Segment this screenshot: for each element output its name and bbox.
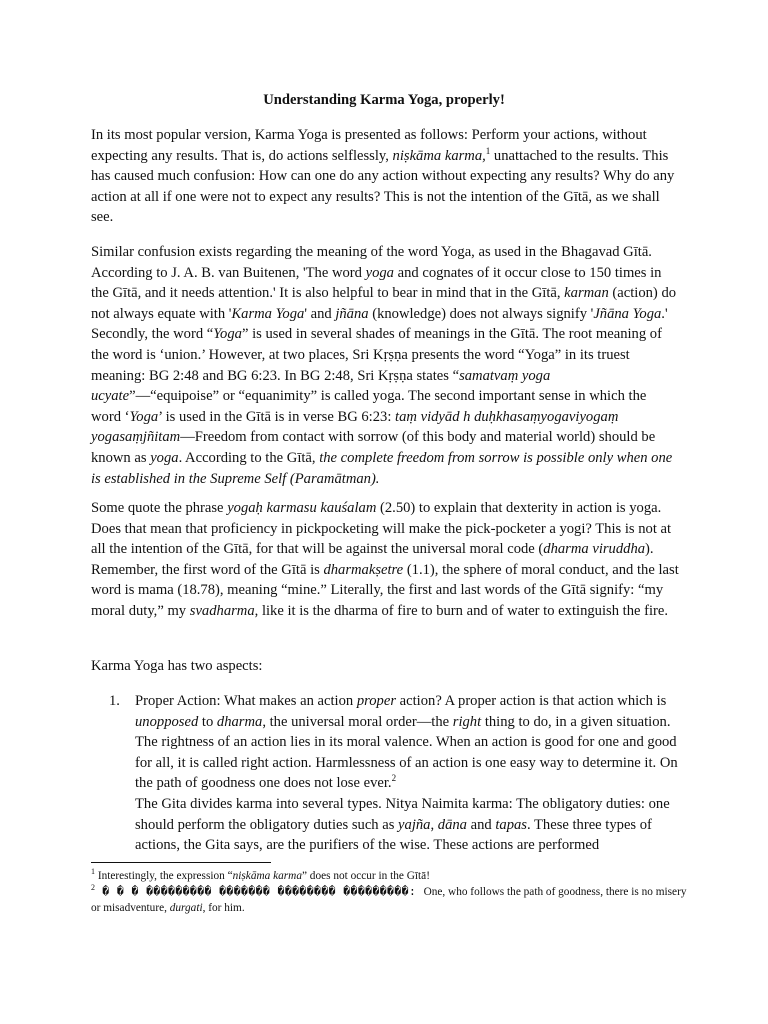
text-run: ,: [430, 816, 438, 833]
text-run: (knowledge) does not always signify ': [368, 305, 594, 322]
italic-term: durgati: [169, 902, 203, 914]
text-run: (1.1), the sphere of moral conduct, and the last word is mama (18.78), meaning “mine.” Literally, the first and last words of the Gītā signify: “my moral duty,” my: [91, 561, 679, 619]
text-run: ” is used in several shades of meanings in the Gītā. The root meaning of the word is ‘union.’ However, at two places, Sri Kṛṣṇa presents the word “Yoga” in its truest meaning: BG 2:48 and BG 6:23. In BG 2:48, Sri Kṛṣṇa states “: [91, 326, 662, 384]
footnote-1: [91, 868, 691, 884]
text-run: ”—“equipoise” or “equanimity” is called yoga. The second important sense in which the word ‘: [91, 388, 647, 425]
text-run: In its most popular version, Karma Yoga is presented as follows: Perform your actions, without expecting any results. That is, do actions selflessly,: [91, 127, 647, 164]
italic-term: jñāna: [335, 305, 369, 322]
text-run: , like it is the dharma of fire to burn and of water to extinguish the fire.: [254, 602, 669, 619]
footnote-marker: 1: [91, 867, 95, 877]
footnote-ref-2[interactable]: 2: [391, 773, 397, 784]
text-run: ). Remember, the first word of the Gītā is: [91, 541, 654, 578]
text-run: . These three types of actions, the Gita says, are the purifiers of the wise. These actions are performed: [135, 816, 652, 854]
text-run: and cognates of it occur close to 150 times in the Gītā, and it needs attention.' It is also helpful to bear in mind that in the Gītā,: [91, 264, 662, 302]
devanagari-verse: � � � ��������� ������� �������� ���������:: [95, 885, 424, 898]
italic-term: dharmakṣetre: [323, 561, 404, 578]
footnote-2: [91, 884, 691, 916]
italic-term: dharma: [216, 713, 263, 730]
text-run: .' Secondly, the word “: [91, 305, 668, 343]
italic-term: Yoga: [129, 408, 159, 425]
italic-term: the complete freedom from sorrow is possible only when one is established in the Supreme Self (Paramātman).: [91, 449, 673, 487]
italic-term: Jñāna Yoga: [593, 305, 662, 322]
italic-term: samatvaṃ yoga ucyate: [91, 367, 551, 405]
text-run: , the universal moral order—the: [262, 713, 453, 730]
italic-term: taṃ vidyād h duḥkhasaṃyogaviyogaṃ yogasaṃjñitam: [91, 408, 619, 446]
text-run: (2.50) to explain that dexterity in action is yoga. Does that mean that proficiency in pickpocketing will make the pick-pocketer a yogi? This is not at all the intention of the Gītā, for that will be against the universal moral code (: [91, 500, 672, 558]
text-run: to: [198, 713, 217, 730]
italic-term: right: [452, 713, 482, 730]
italic-term: proper: [356, 693, 397, 709]
list-number: 1.: [109, 693, 120, 709]
sanskrit-term: niṣkāma karma,: [392, 147, 486, 164]
text-run: One, who follows the path of goodness, there is no misery or misadventure,: [91, 886, 687, 914]
italic-term: Yoga: [213, 326, 242, 343]
italic-term: svadharma: [189, 602, 255, 619]
italic-term: unopposed: [135, 713, 199, 730]
footnote-ref-1[interactable]: 1: [485, 145, 491, 156]
italic-term: yoga: [365, 264, 394, 281]
text-run: Some quote the phrase: [91, 500, 228, 516]
text-run: Similar confusion exists regarding the meaning of the word Yoga, as used in the Bhagavad Gītā. According to J. A. B. van Buitenen, 'The word: [91, 244, 652, 281]
paragraph-meaning-of-yoga: [91, 242, 679, 489]
italic-term: karman: [564, 285, 609, 302]
page-title: Understanding Karma Yoga, properly!: [263, 92, 505, 108]
text-run: ' and: [304, 305, 336, 322]
text-run: ” does not occur in the Gītā!: [301, 870, 430, 882]
paragraph-intro: [91, 125, 679, 228]
text-run: thing to do, in a given situation. The rightness of an action lies in its moral valence. When an action is good for one and good for all, it is called right action. Harmlessness of an action is one easy way to determine it. On the path of goodness one does not lose ever.: [135, 713, 678, 792]
text-run: (action) do not always equate with ': [91, 285, 677, 322]
text-run: unattached to the results. This has caused much confusion: How can one do any action without expecting any results? Why do any action at all if one were not to expect any results? This is not the intention of the Gītā, as we shall see.: [91, 147, 675, 226]
italic-term: yoga: [150, 449, 179, 466]
paragraph-dexterity: [91, 498, 679, 622]
aspects-list: [91, 691, 679, 856]
text-run: . According to the Gītā,: [178, 449, 320, 466]
italic-term: Karma Yoga: [231, 305, 305, 322]
list-item: [91, 691, 679, 856]
italic-term: yogaḥ karmasu kauśalam: [227, 500, 377, 516]
text-run: and: [466, 816, 496, 833]
footnotes: [91, 868, 691, 916]
italic-term: tapas: [495, 816, 527, 833]
text-run: Proper Action: What makes an action: [135, 693, 357, 709]
text-run: action? A proper action is that action which is: [396, 693, 667, 709]
text-run: , for him.: [202, 902, 245, 914]
footnote-divider: [91, 862, 271, 863]
text-run: —Freedom from contact with sorrow (of this body and material world) should be known as: [91, 429, 656, 466]
text-run: Interestingly, the expression “: [95, 870, 233, 882]
footnote-marker: 2: [91, 883, 95, 893]
italic-term: niṣkāma karma: [232, 870, 302, 882]
text-run: ’ is used in the Gītā is in verse BG 6:23:: [158, 408, 396, 425]
paragraph-two-aspects: Karma Yoga has two aspects:: [91, 658, 263, 674]
italic-term: dāna: [437, 816, 467, 833]
text-run: The Gita divides karma into several types. Nitya Naimita karma: The obligatory duties: one should perform the obligatory duties such as: [135, 795, 670, 833]
italic-term: dharma viruddha: [543, 541, 646, 558]
italic-term: yajña: [398, 816, 431, 833]
